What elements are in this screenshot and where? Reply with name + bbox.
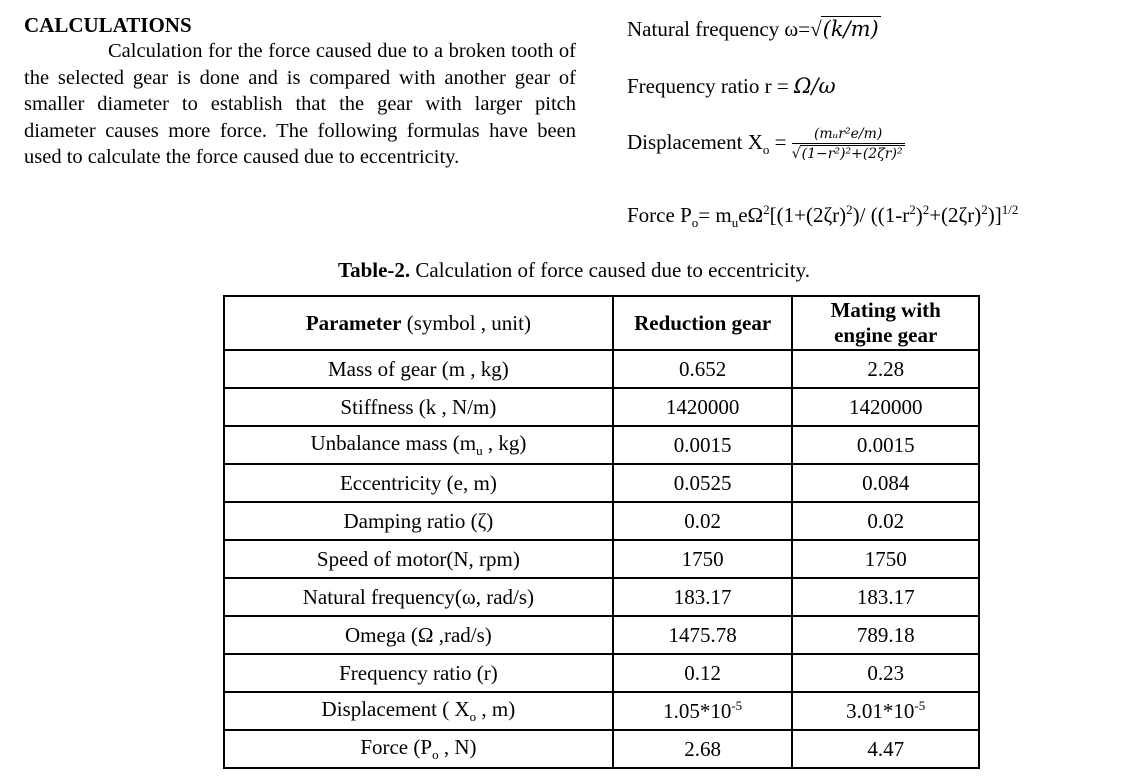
table-row: [224, 464, 979, 502]
param-pre: Displacement ( X: [321, 696, 470, 721]
reduction-cell: [613, 692, 793, 730]
reduction-cell: 1750: [613, 540, 793, 578]
section-paragraph: Calculation for the force caused due to a broken tooth of the selected gear is done and is compared with another gear of smaller diameter to establish that the gear with larger pitch diameter causes more force. The following formulas have been used to calculate the force caused due to eccentricity.: [24, 40, 576, 168]
param-cell: Eccentricity (e, m): [224, 464, 613, 502]
table-row: [224, 654, 979, 692]
param-post: , N): [438, 734, 477, 759]
natural-frequency-label: Natural frequency ω=: [627, 17, 811, 41]
mating-cell: 1420000: [792, 388, 979, 426]
param-sub: o: [469, 709, 477, 725]
reduction-cell: 0.02: [613, 502, 793, 540]
table-row: [224, 730, 979, 768]
frequency-ratio-formula: [627, 74, 836, 99]
table-row: [224, 616, 979, 654]
force-rhs-1: = m: [698, 203, 732, 227]
param-cell: [224, 692, 613, 730]
force-exp-e: 2: [981, 202, 988, 217]
table-caption: [338, 258, 810, 283]
displacement-label: Displacement X: [627, 129, 763, 154]
force-label-sub: o: [691, 215, 699, 231]
param-cell: Speed of motor(N, rpm): [224, 540, 613, 578]
force-rhs-4: )/ ((1-r: [852, 203, 910, 227]
table-row: [224, 502, 979, 540]
reduction-cell: 2.68: [613, 730, 793, 768]
table-row: [224, 426, 979, 464]
value-base: 3.01*10: [846, 699, 915, 723]
param-cell: Frequency ratio (r): [224, 654, 613, 692]
reduction-cell: 0.0015: [613, 426, 793, 464]
mating-cell: 2.28: [792, 350, 979, 388]
calculations-section: [24, 12, 576, 171]
header-mating-line2: engine gear: [834, 323, 938, 347]
eccentricity-force-table: [223, 295, 980, 769]
force-exp-half: 1/2: [1001, 202, 1019, 217]
natural-frequency-expr: (k/m): [822, 17, 879, 41]
param-cell: [224, 730, 613, 768]
mating-cell: 1750: [792, 540, 979, 578]
header-reduction-gear-label: Reduction gear: [634, 310, 772, 335]
value-exp: -5: [914, 698, 926, 713]
mating-cell: 0.23: [792, 654, 979, 692]
mating-cell: 789.18: [792, 616, 979, 654]
reduction-cell: 0.0525: [613, 464, 793, 502]
reduction-cell: 1475.78: [613, 616, 793, 654]
force-rhs-5: ): [915, 203, 923, 227]
mating-cell: 183.17: [792, 578, 979, 616]
displacement-numerator: (mᵤr²e/m): [792, 126, 905, 144]
displacement-denominator-expr: (1−r²)²+(2ζr)²: [801, 146, 903, 162]
mating-cell: 4.47: [792, 730, 979, 768]
table-row: [224, 350, 979, 388]
force-rhs-3: [(1+(2ζr): [769, 203, 847, 227]
param-pre: Force (P: [360, 734, 433, 759]
force-exp-b: 2: [846, 202, 853, 217]
force-rhs-sub: u: [731, 215, 739, 231]
frequency-ratio-expr: Ω/ω: [793, 74, 836, 98]
force-exp-c: 2: [909, 202, 916, 217]
table-row: [224, 692, 979, 730]
header-parameter-bold: Parameter: [305, 310, 402, 335]
displacement-eq: =: [769, 129, 787, 154]
force-exp-a: 2: [763, 202, 770, 217]
table-caption-label: Table-2.: [338, 258, 411, 282]
mating-cell: [792, 692, 979, 730]
param-pre: Unbalance mass (m: [310, 430, 477, 455]
reduction-cell: 0.12: [613, 654, 793, 692]
reduction-cell: 0.652: [613, 350, 793, 388]
header-mating-line1: Mating with: [830, 298, 941, 322]
mating-cell: 0.02: [792, 502, 979, 540]
param-sub: u: [476, 443, 483, 459]
natural-frequency-formula: [627, 16, 881, 42]
param-cell: Omega (Ω ,rad/s): [224, 616, 613, 654]
sqrt-symbol: √: [810, 17, 822, 41]
param-cell: Damping ratio (ζ): [224, 502, 613, 540]
displacement-label-sub: o: [762, 142, 770, 157]
header-reduction-gear: [613, 296, 793, 350]
displacement-formula: [627, 126, 905, 162]
section-heading: CALCULATIONS: [24, 13, 192, 37]
table-caption-text: Calculation of force caused due to eccentricity.: [410, 258, 810, 282]
table-row: [224, 540, 979, 578]
param-post: , kg): [482, 430, 527, 455]
reduction-cell: 183.17: [613, 578, 793, 616]
table-row: [224, 578, 979, 616]
param-sub: o: [432, 747, 439, 763]
frequency-ratio-label: Frequency ratio r =: [627, 74, 794, 98]
force-label: Force P: [627, 203, 692, 227]
header-parameter: [224, 296, 613, 350]
header-parameter-rest: (symbol , unit): [401, 310, 531, 335]
param-cell: Mass of gear (m , kg): [224, 350, 613, 388]
force-rhs-6: +(2ζr): [929, 203, 982, 227]
force-formula: [627, 202, 1018, 231]
mating-cell: 0.084: [792, 464, 979, 502]
value-base: 1.05*10: [663, 699, 732, 723]
force-rhs-7: )]: [987, 203, 1002, 227]
table-header-row: [224, 296, 979, 350]
force-rhs-2: eΩ: [738, 203, 764, 227]
value-exp: -5: [731, 698, 743, 713]
header-mating-gear: [792, 296, 979, 350]
force-exp-d: 2: [922, 202, 930, 217]
displacement-denominator: √(1−r²)²+(2ζr)²: [791, 146, 903, 162]
param-post: , m): [476, 696, 516, 721]
displacement-fraction: [792, 126, 905, 162]
param-cell: [224, 426, 613, 464]
param-cell: Stiffness (k , N/m): [224, 388, 613, 426]
mating-cell: 0.0015: [792, 426, 979, 464]
param-cell: Natural frequency(ω, rad/s): [224, 578, 613, 616]
table-row: [224, 388, 979, 426]
reduction-cell: 1420000: [613, 388, 793, 426]
